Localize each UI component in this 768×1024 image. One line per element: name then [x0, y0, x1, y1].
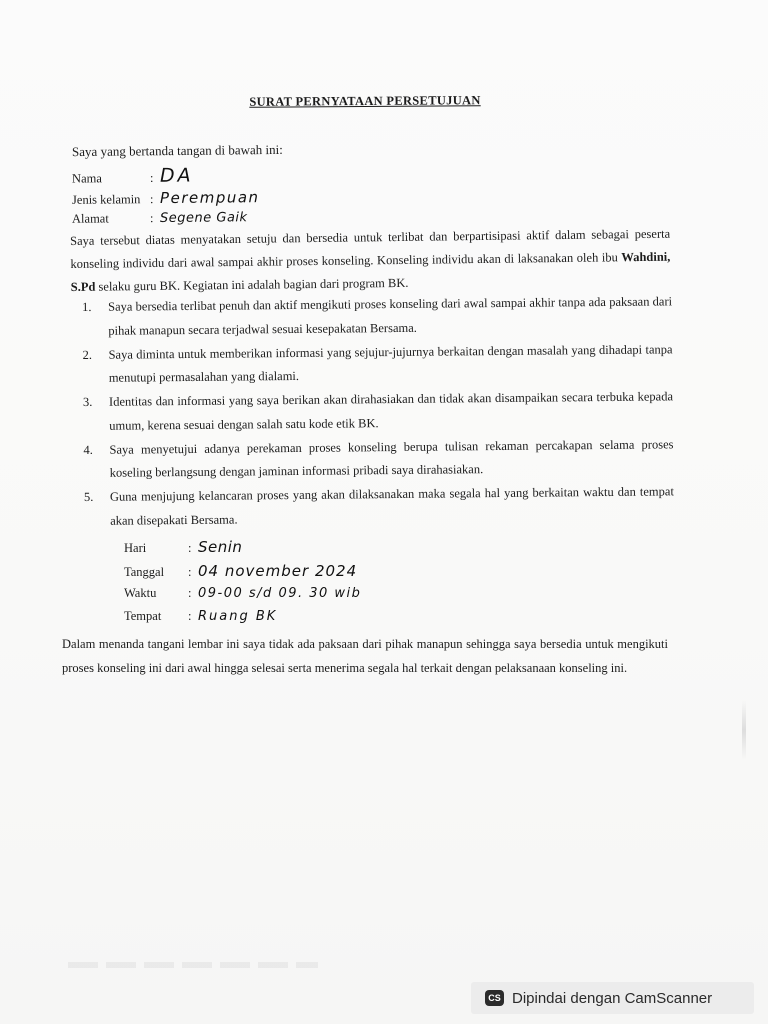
camscanner-logo-icon: CS	[485, 990, 504, 1006]
paper-edge-shadow	[742, 700, 746, 760]
list-item: 2. Saya diminta untuk memberikan informasi yang sejujur-jujurnya berkaitan dengan masalah yang dihadapi tanpa menutupi permasalahan yang dialami.	[82, 341, 673, 385]
schedule-value-hari: Senin	[198, 538, 243, 556]
field-label: Alamat	[71, 211, 109, 226]
schedule-value-tanggal: 04 november 2024	[198, 562, 358, 580]
field-jenis-kelamin: Jenis kelamin : Perempuan	[71, 188, 260, 208]
schedule-value-waktu: 09-00 s/d 09. 30 wib	[198, 586, 362, 601]
schedule-value-tempat: Ruang BK	[198, 609, 278, 624]
faint-bleedthrough-text	[68, 962, 318, 968]
statement-paragraph: Saya tersebut diatas menyatakan setuju dan bersedia untuk terlibat dan berpartisipasi aktif dalam sebagai peserta konseling individu dari awal sampai akhir proses konseling. Konseling individu akan di laksanakan oleh ibu Wahdini, S.Pd selaku guru BK. Kegiatan ini adalah bagian dari program BK.	[70, 226, 671, 294]
agreement-list	[82, 290, 674, 533]
schedule-hari: Hari : Senin	[124, 538, 243, 556]
camscanner-watermark	[471, 982, 754, 1014]
field-nama: Nama : DA	[71, 164, 194, 187]
list-item: 5. Guna menjujung kelancaran proses yang akan dilaksanakan maka segala hal yang berkaitan waktu dan tempat akan disepakati Bersama.	[83, 484, 674, 528]
field-value-jenis-kelamin: Perempuan	[159, 188, 260, 208]
list-item: 4. Saya menyetujui adanya perekaman proses konseling berupa tulisan rekaman percakapan selama proses koseling berlangsung dengan jaminan informasi pribadi saya dirahasiakan.	[83, 436, 674, 480]
list-item: 1. Saya bersedia terlibat penuh dan aktif mengikuti proses konseling dari awal sampai akhir tanpa ada paksaan dari pihak manapun secara terjadwal sesuai kesepakatan Bersama.	[82, 294, 673, 338]
intro-text: Saya yang bertanda tangan di bawah ini:	[71, 141, 283, 160]
document-title: SURAT PERNYATAAN PERSETUJUAN	[249, 93, 481, 109]
field-value-nama: DA	[159, 164, 194, 187]
schedule-tempat: Tempat : Ruang BK	[124, 609, 278, 624]
list-item: 3. Identitas dan informasi yang saya berikan akan dirahasiakan dan tidak akan disampaikan secara terbuka kepada umum, kerena sesuai dengan salah satu kode etik BK.	[82, 389, 674, 433]
closing-paragraph: Dalam menanda tangani lembar ini saya tidak ada paksaan dari pihak manapun sehingga saya bersedia untuk mengikuti proses konseling ini dari awal hingga selesai serta menerima segala hal terkait dengan pelaksanaan konseling ini.	[62, 637, 668, 675]
field-alamat: Alamat : Segene Gaik	[71, 210, 248, 226]
schedule-tanggal: Tanggal : 04 november 2024	[124, 562, 358, 580]
field-value-alamat: Segene Gaik	[159, 210, 248, 226]
field-label: Nama	[71, 171, 102, 186]
counselor-name: Wahdini, S.Pd	[70, 249, 671, 294]
watermark-text: Dipindai dengan CamScanner	[512, 989, 713, 1007]
field-label: Jenis kelamin	[71, 192, 141, 207]
schedule-waktu: Waktu : 09-00 s/d 09. 30 wib	[124, 586, 362, 601]
